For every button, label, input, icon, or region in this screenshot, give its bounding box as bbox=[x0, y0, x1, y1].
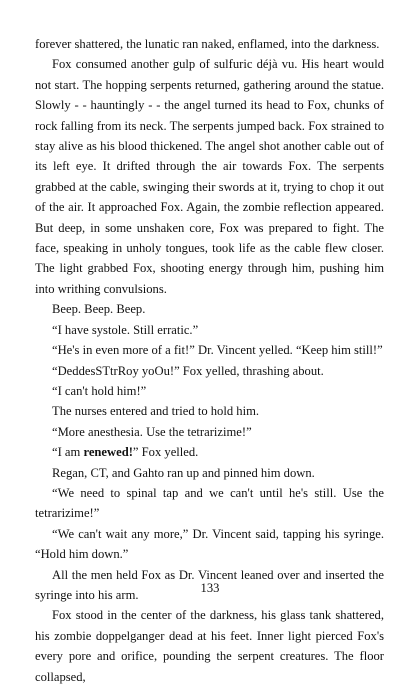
dialogue-anesthesia: “More anesthesia. Use the tetrarizime!” bbox=[52, 424, 252, 439]
renewed-prefix: “I am bbox=[52, 445, 84, 460]
paragraph-angel: Fox consumed another gulp of sulfuric déjà vu. His heart would not start. The hopping serpents returned, gathering around the statue. Slowly - - hauntingly - - the angel turned its head to Fox, chunks of rock falling from its neck. The serpents jumped back. Fox strained to stay alive as his blood thickened. The angel shot another cable out of its left eye. It drifted through the air towards Fox. The serpents grabbed at the cable, swinging their swords at it, trying to chop it out of the air. It approached Fox. Again, the zombie reflection appeared. But deep, in some unshaken core, Fox was prepared to fight. The face, speaking in unholy tongues, took life as the cable flew closer. The light grabbed Fox, shooting energy through him, pushing him into writhing convulsions. bbox=[35, 57, 384, 296]
paragraph-nurses: The nurses entered and tried to hold him. bbox=[52, 404, 260, 419]
dialogue-destroy: “DeddesSTtrRoy yoOu!” Fox yelled, thrashing about. bbox=[52, 363, 324, 378]
paragraph-darkness: Fox stood in the center of the darkness, his glass tank shattered, his zombie doppelganger dead at his feet. Inner light pierced Fox's every pore and orifice, pounding the serpent creatures. The floor collapsed, bbox=[35, 608, 384, 684]
paragraph-beep: Beep. Beep. Beep. bbox=[52, 302, 146, 317]
dialogue-systole: “I have systole. Still erratic.” bbox=[52, 322, 199, 337]
paragraph-syringe: All the men held Fox as Dr. Vincent leaned over and inserted the syringe into his arm. bbox=[35, 567, 384, 602]
dialogue-cant-hold: “I can't hold him!” bbox=[52, 383, 147, 398]
paragraph-continued: forever shattered, the lunatic ran naked, enflamed, into the darkness. bbox=[35, 37, 380, 51]
dialogue-cant-wait: “We can't wait any more,” Dr. Vincent said, tapping his syringe. “Hold him down.” bbox=[35, 526, 384, 562]
renewed-suffix: ” Fox yelled. bbox=[132, 445, 199, 460]
page-number: 133 bbox=[200, 581, 220, 595]
dialogue-spinal-tap: “We need to spinal tap and we can't until he's still. Use the tetrarizime!” bbox=[35, 485, 384, 521]
paragraph-pinned: Regan, CT, and Gahto ran up and pinned him down. bbox=[52, 465, 315, 480]
renewed-bold: renewed! bbox=[83, 445, 133, 460]
dialogue-fit: “He's in even more of a fit!” Dr. Vincent yelled. “Keep him still!” bbox=[52, 343, 383, 358]
dialogue-renewed bbox=[35, 442, 384, 462]
